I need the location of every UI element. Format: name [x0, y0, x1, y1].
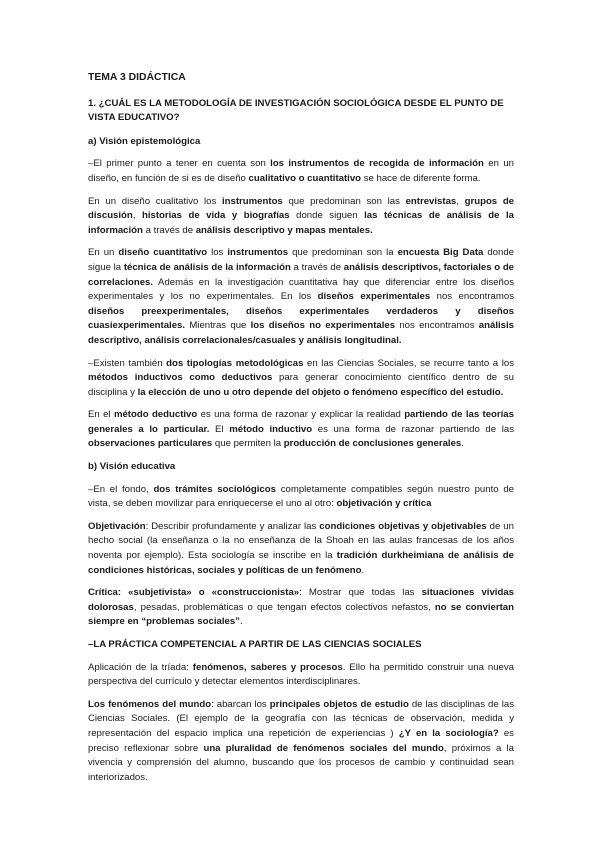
bold-text: entrevistas	[405, 195, 457, 207]
bold-text: diseño cuantitativo	[118, 247, 208, 259]
paragraph	[88, 661, 514, 690]
paragraph	[88, 483, 514, 512]
text-run: , próximos a la vivencia y comprensión del alumno, buscando que los procesos de cambio y continuidad sean interiorizados.	[88, 742, 515, 783]
text-run: Aplicación de la tríada:	[88, 661, 193, 673]
paragraph	[88, 195, 514, 239]
text-run: para generar conocimiento científico dentro de su disciplina y	[88, 372, 514, 398]
bold-text: principales objetos de estudio	[269, 698, 409, 710]
document-page	[88, 71, 514, 793]
bold-text: cualitativo o cuantitativo	[248, 172, 362, 184]
text-run: en un diseño, en función de si es de diseño	[88, 158, 514, 184]
question-heading: 1. ¿CUÁL ES LA METODOLOGÍA DE INVESTIGACIÓN SOCIOLÓGICA DESDE EL PUNTO DE VISTA EDUCATIVO?	[88, 97, 504, 124]
bold-text: análisis descriptivo, análisis correlacionales/casuales y análisis longitudinal.	[88, 320, 514, 346]
bold-text: método inductivo	[229, 423, 313, 435]
text-run: , pesadas, problemáticas o que tengan efectos colectivos nefastos,	[133, 601, 435, 613]
text-run: es una forma de razonar partiendo de las	[312, 423, 514, 435]
bold-text: instrumentos	[222, 195, 283, 207]
bold-text: fenómenos, saberes y procesos	[192, 661, 343, 673]
text-run: ,	[132, 210, 142, 222]
text-run: En el	[88, 409, 114, 421]
bold-text: una pluralidad de fenómenos sociales del mundo	[203, 742, 444, 754]
bold-text: producción de conclusiones generales	[283, 438, 462, 450]
text-run: : Describir profundamente y analizar las	[145, 520, 320, 532]
bold-text: método deductivo	[113, 409, 198, 421]
bold-text: observaciones particulares	[88, 438, 213, 450]
section-heading-educational: b) Visión educativa	[88, 461, 176, 473]
bold-text: ¿Y en la sociología?	[398, 727, 499, 739]
bold-text: grupos de discusión	[88, 195, 515, 222]
bold-text: instrumentos	[227, 247, 289, 259]
bold-text: encuesta Big Data	[397, 247, 484, 259]
bold-text: los diseños no experimentales	[250, 320, 396, 332]
section-heading-epistemological: a) Visión epistemológica	[88, 135, 201, 147]
text-run: que predominan son la	[288, 247, 398, 259]
bold-text: Objetivación	[88, 520, 146, 532]
text-run: En un diseño cualitativo los	[88, 195, 222, 207]
paragraph	[88, 408, 514, 452]
text-run: .	[461, 438, 464, 450]
bold-text: condiciones objetivas y objetivables	[319, 520, 487, 532]
text-run: se hace de diferente forma.	[361, 172, 481, 184]
text-run: : abarcan los	[211, 698, 270, 710]
bold-text: las técnicas de análisis de la información	[88, 210, 514, 236]
bold-text: los instrumentos de recogida de información	[270, 158, 484, 170]
paragraph	[88, 586, 514, 630]
text-run: En un	[88, 247, 119, 259]
text-run: –En el fondo,	[88, 483, 154, 495]
text-run: a través de	[142, 224, 196, 236]
text-run: .	[361, 564, 365, 576]
text-run: Mientras que	[185, 320, 251, 332]
text-run: es una forma de razonar y explicar la realidad	[197, 409, 405, 421]
paragraph	[88, 246, 514, 348]
bold-text: análisis descriptivos, factoriales o de correlaciones.	[88, 261, 515, 288]
text-run: de un hecho social (la enseñanza o la no enseñanza de la Shoah en las aulas francesas de los años noventa por ejemplo). Esta sociología se inscribe en la	[88, 520, 514, 562]
text-run: completamente compatibles según nuestro punto de vista, se deben movilizar para enriquecerse el uno al otro:	[88, 483, 514, 510]
text-run: que permiten la	[212, 438, 284, 450]
text-run: .	[239, 616, 243, 628]
text-run: en las Ciencias Sociales, se recurre tanto a los	[303, 357, 514, 369]
text-run: –El primer punto a tener en cuenta son	[88, 158, 271, 170]
bold-text: métodos inductivos como deductivos	[88, 372, 273, 384]
paragraph	[88, 357, 514, 401]
bold-text: técnica de análisis de la información	[123, 261, 291, 273]
text-run: nos encontramos	[430, 291, 515, 303]
text-run: : Mostrar que todas las	[299, 587, 422, 599]
text-run: ,	[456, 195, 465, 207]
text-run: donde sigue la	[88, 247, 515, 273]
text-run: los	[207, 247, 228, 259]
paragraph	[88, 520, 514, 578]
bold-text: dos trámites sociológicos	[153, 483, 276, 495]
bold-text: historias de vida y biografías	[141, 210, 290, 222]
text-run: a través de	[290, 261, 344, 273]
bold-text: Los fenómenos del mundo	[88, 698, 212, 710]
text-run: que predominan son las	[282, 195, 406, 207]
text-run: es preciso reflexionar sobre	[88, 727, 514, 754]
text-run: –Existen también	[88, 357, 167, 369]
bold-text: diseños experimentales	[317, 291, 431, 303]
paragraph	[88, 157, 514, 186]
bold-text: la elección de uno u otro depende del objeto o fenómeno específico del estudio.	[137, 386, 504, 398]
text-run: El	[209, 423, 230, 435]
bold-text: no se conviertan siempre en “problemas sociales”	[88, 601, 514, 628]
text-run: de las disciplinas de las Ciencias Sociales. (El ejemplo de la geografía con las técnicas de observación, medida y representación del espacio implica una repetición de experiencias )	[88, 698, 514, 739]
text-run: Además en la investigación cuantitativa hay que diferenciar entre los diseños experimentales y los no experimentales. En los	[88, 276, 514, 303]
bold-text: tradición durkheimiana de análisis de condiciones históricas, sociales y políticas de un fenómeno	[88, 550, 514, 576]
text-run: donde siguen	[289, 210, 365, 222]
bold-text: dos tipologías metodológicas	[166, 357, 304, 369]
bold-text: análisis descriptivo y mapas mentales.	[195, 224, 373, 236]
bold-text: Crítica: «subjetivista» o «construccionista»	[88, 587, 300, 599]
bold-text: objetivación y crítica	[336, 498, 432, 510]
section-heading-competencies: –LA PRÁCTICA COMPETENCIAL A PARTIR DE LAS CIENCIAS SOCIALES	[88, 639, 422, 650]
bold-text: partiendo de las teorías generales a lo particular.	[88, 409, 514, 435]
bold-text: situaciones vividas dolorosas	[88, 587, 515, 613]
text-run: nos encontramos	[395, 320, 479, 332]
paragraph	[88, 698, 514, 786]
bold-text: diseños preexperimentales, diseños experimentales verdaderos y diseños cuasiexperimentales.	[88, 305, 514, 332]
text-run: . Ello ha permitido construir una nueva perspectiva del currículo y detectar elementos interdisciplinares.	[88, 661, 515, 688]
document-title: TEMA 3 DIDÁCTICA	[88, 72, 186, 83]
